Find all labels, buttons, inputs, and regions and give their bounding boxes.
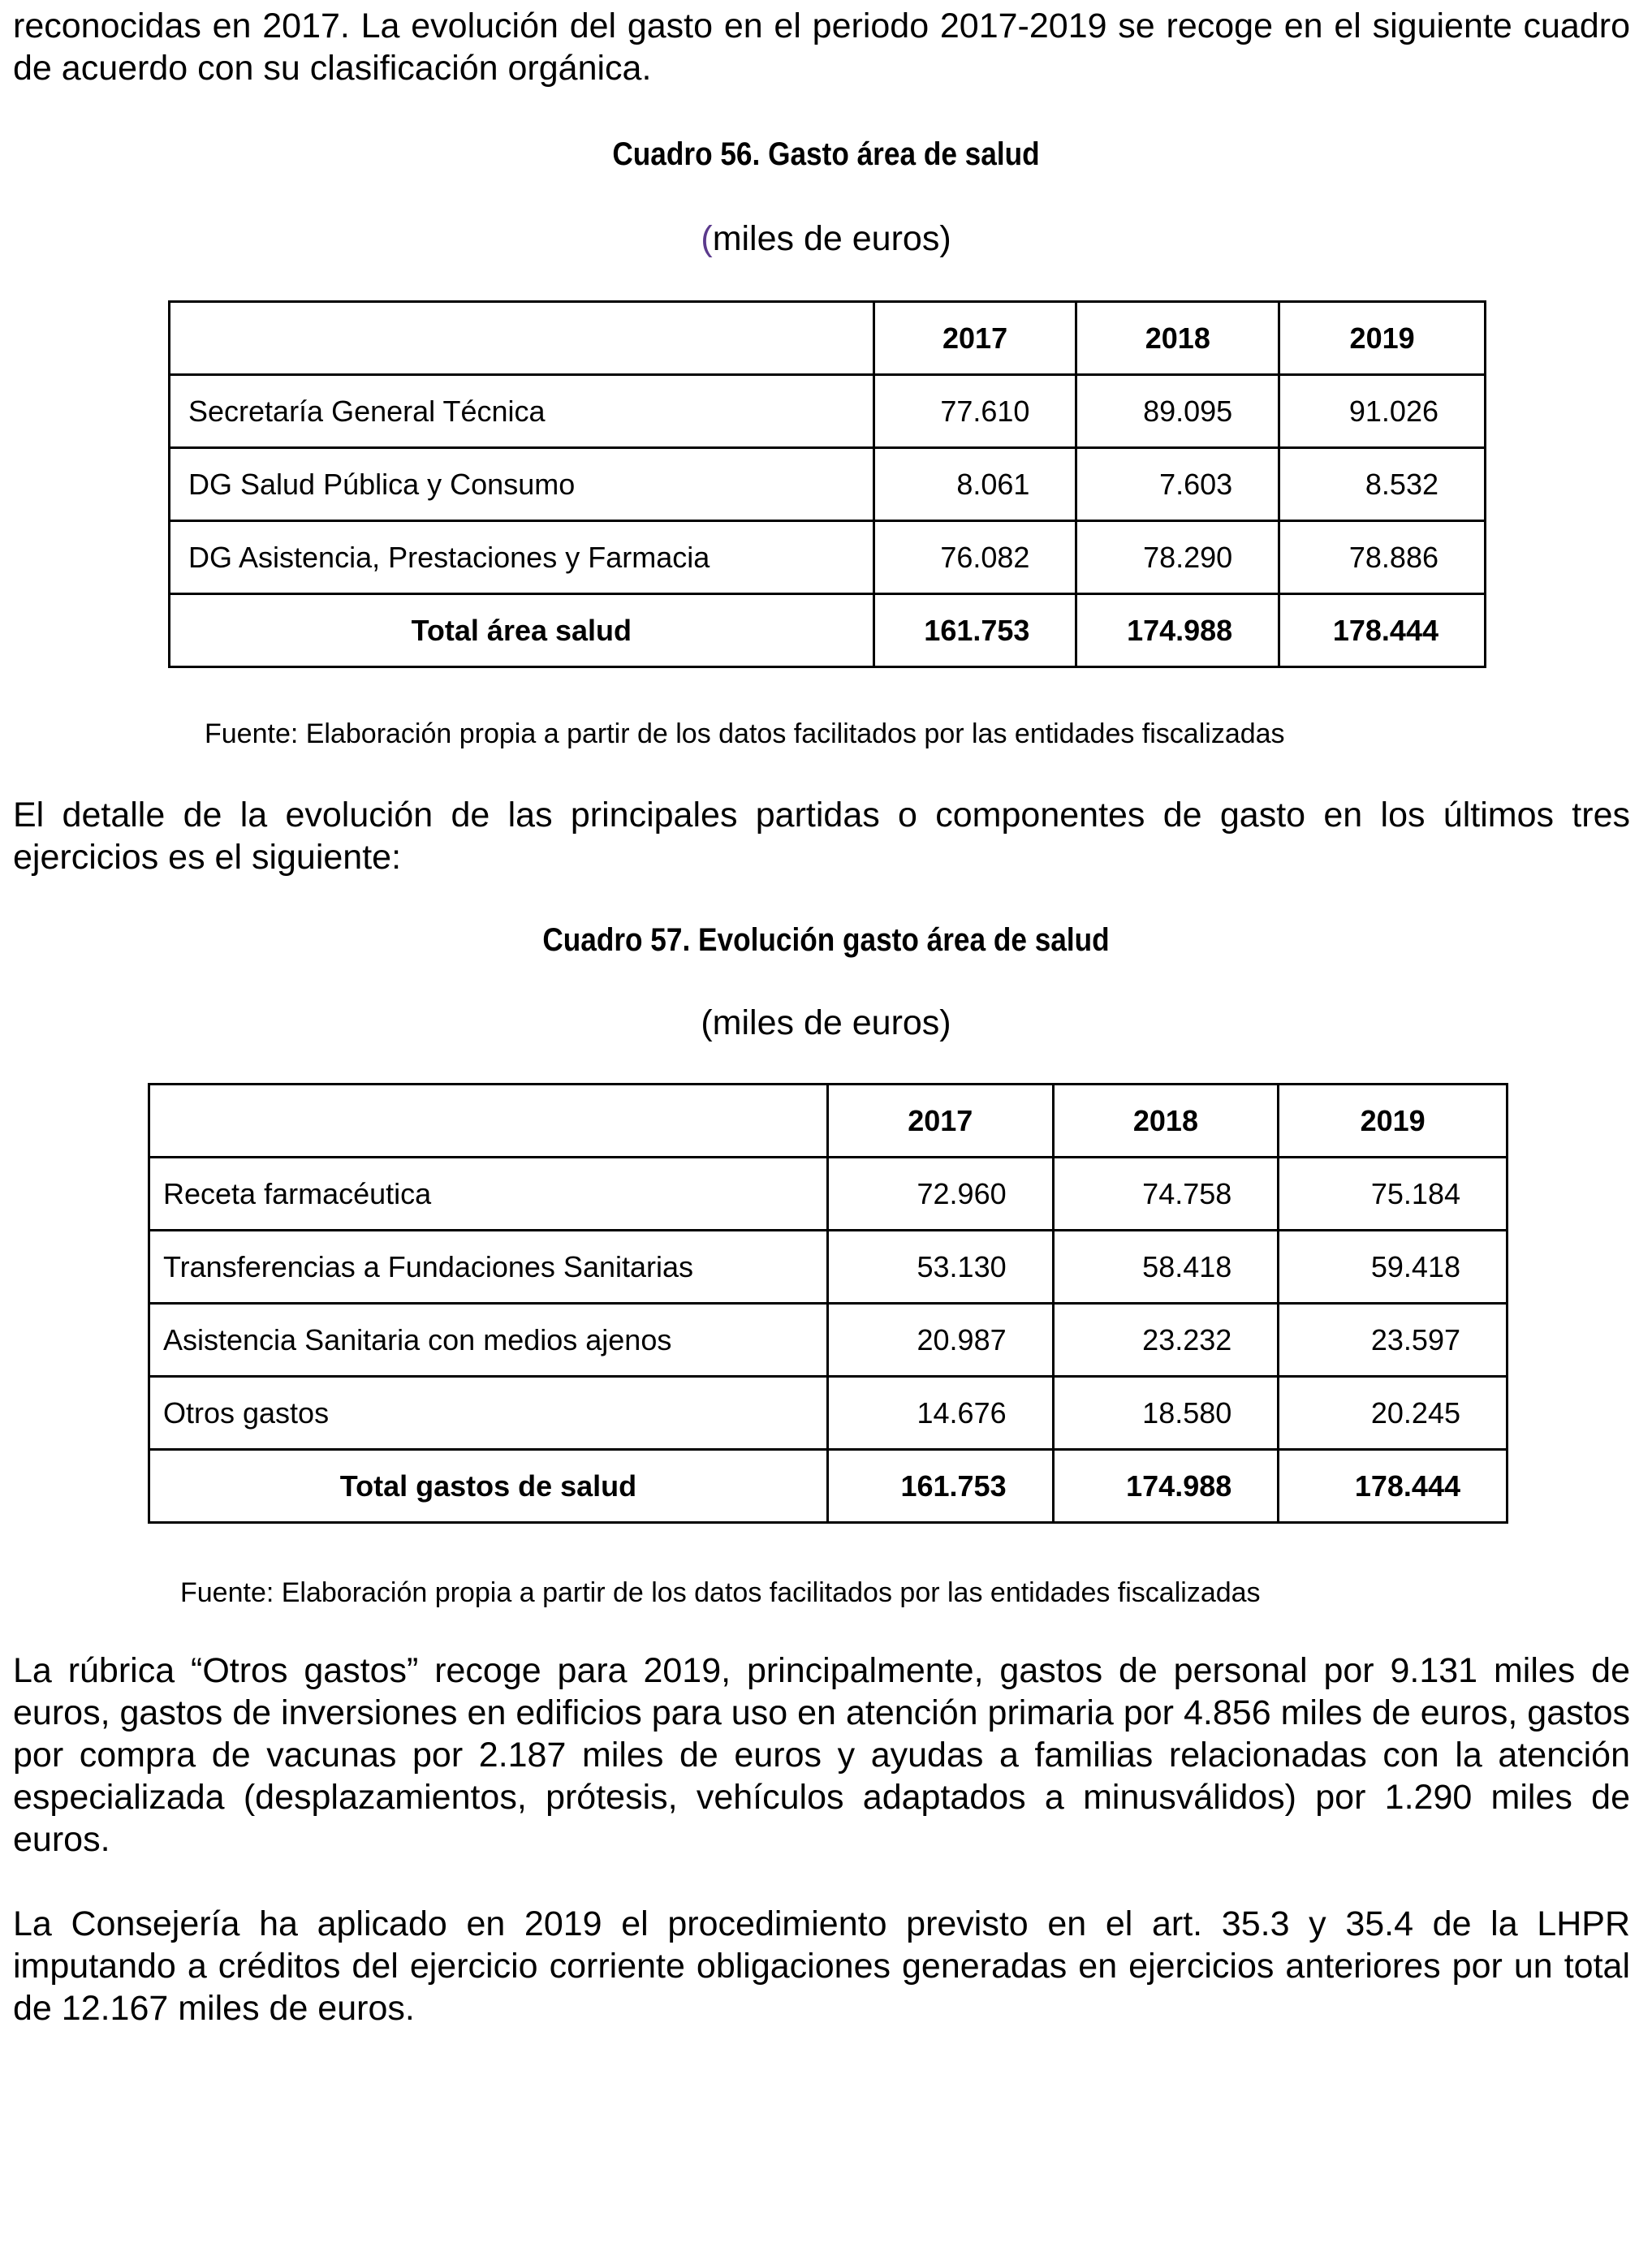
table-row [149, 1377, 1508, 1450]
table57-header-2018: 2018 [1053, 1085, 1279, 1158]
row-label: DG Asistencia, Prestaciones y Farmacia [170, 521, 874, 594]
row-label: Receta farmacéutica [149, 1158, 828, 1231]
intro-paragraph: reconocidas en 2017. La evolución del gasto en el periodo 2017-2019 se recoge en el siguiente cuadro de acuerdo con su clasificación orgánica. [13, 6, 1630, 88]
row-label: Transferencias a Fundaciones Sanitarias [149, 1231, 828, 1304]
table56-header-row [170, 302, 1486, 375]
cell-2019: 59.418 [1279, 1231, 1508, 1304]
table57-source: Fuente: Elaboración propia a partir de los datos facilitados por las entidades fiscalizadas [180, 1577, 1261, 1608]
consejeria-paragraph: La Consejería ha aplicado en 2019 el procedimiento previsto en el art. 35.3 y 35.4 de la LHPR imputando a créditos del ejercicio corriente obligaciones generadas en ejercicios anteriores por un total de 12.167 miles de euros. [13, 1904, 1630, 2028]
cell-2018: 89.095 [1076, 375, 1279, 448]
row-label: Asistencia Sanitaria con medios ajenos [149, 1304, 828, 1377]
table56-header-2018: 2018 [1076, 302, 1279, 375]
cell-2017: 8.061 [873, 448, 1076, 521]
table56 [168, 300, 1486, 668]
total-2019: 178.444 [1279, 594, 1486, 667]
table56-header-blank [170, 302, 874, 375]
cell-2017: 20.987 [827, 1304, 1053, 1377]
total-2018: 174.988 [1053, 1450, 1279, 1523]
table-row [170, 448, 1486, 521]
table-row [149, 1231, 1508, 1304]
table56-header-2017: 2017 [873, 302, 1076, 375]
cell-2017: 76.082 [873, 521, 1076, 594]
table57-header-blank [149, 1085, 828, 1158]
table-row [149, 1158, 1508, 1231]
table57 [148, 1083, 1508, 1524]
total-2017: 161.753 [827, 1450, 1053, 1523]
total-label: Total área salud [170, 594, 874, 667]
table57-header-row [149, 1085, 1508, 1158]
table56-header-2019: 2019 [1279, 302, 1486, 375]
cell-2017: 72.960 [827, 1158, 1053, 1231]
table56-units [0, 218, 1652, 260]
total-2018: 174.988 [1076, 594, 1279, 667]
middle-paragraph: El detalle de la evolución de las principales partidas o componentes de gasto en los últimos tres ejercicios es el siguiente: [13, 796, 1630, 877]
row-label: DG Salud Pública y Consumo [170, 448, 874, 521]
cell-2019: 75.184 [1279, 1158, 1508, 1231]
cell-2017: 77.610 [873, 375, 1076, 448]
cell-2018: 74.758 [1053, 1158, 1279, 1231]
table57-header-2019: 2019 [1279, 1085, 1508, 1158]
row-label: Secretaría General Técnica [170, 375, 874, 448]
cell-2018: 18.580 [1053, 1377, 1279, 1450]
table57-total-row [149, 1450, 1508, 1523]
total-2017: 161.753 [873, 594, 1076, 667]
cell-2018: 23.232 [1053, 1304, 1279, 1377]
table56-units-open-paren: ( [701, 219, 713, 258]
total-2019: 178.444 [1279, 1450, 1508, 1523]
cell-2018: 58.418 [1053, 1231, 1279, 1304]
table56-source: Fuente: Elaboración propia a partir de los datos facilitados por las entidades fiscalizadas [205, 718, 1285, 749]
cell-2019: 23.597 [1279, 1304, 1508, 1377]
cell-2019: 78.886 [1279, 521, 1486, 594]
cell-2017: 14.676 [827, 1377, 1053, 1450]
table57-header-2017: 2017 [827, 1085, 1053, 1158]
table-row [170, 521, 1486, 594]
cell-2019: 8.532 [1279, 448, 1486, 521]
otros-gastos-paragraph: La rúbrica “Otros gastos” recoge para 2019, principalmente, gastos de personal por 9.131 miles de euros, gastos de inversiones en edificios para uso en atención primaria por 4.856 miles de euros, gastos por compra de vacunas por 2.187 miles de euros y ayudas a familias relacionadas con la atención especializada (desplazamientos, prótesis, vehículos adaptados a minusválidos) por 1.290 miles de euros. [13, 1651, 1630, 1859]
cell-2018: 7.603 [1076, 448, 1279, 521]
cell-2018: 78.290 [1076, 521, 1279, 594]
table57-title: Cuadro 57. Evolución gasto área de salud [542, 922, 1110, 958]
table-row [170, 375, 1486, 448]
table57-units: (miles de euros) [701, 1003, 951, 1042]
table56-title: Cuadro 56. Gasto área de salud [612, 136, 1040, 172]
cell-2017: 53.130 [827, 1231, 1053, 1304]
table56-units-text: miles de euros) [712, 219, 951, 258]
row-label: Otros gastos [149, 1377, 828, 1450]
cell-2019: 20.245 [1279, 1377, 1508, 1450]
table56-total-row [170, 594, 1486, 667]
table-row [149, 1304, 1508, 1377]
total-label: Total gastos de salud [149, 1450, 828, 1523]
cell-2019: 91.026 [1279, 375, 1486, 448]
